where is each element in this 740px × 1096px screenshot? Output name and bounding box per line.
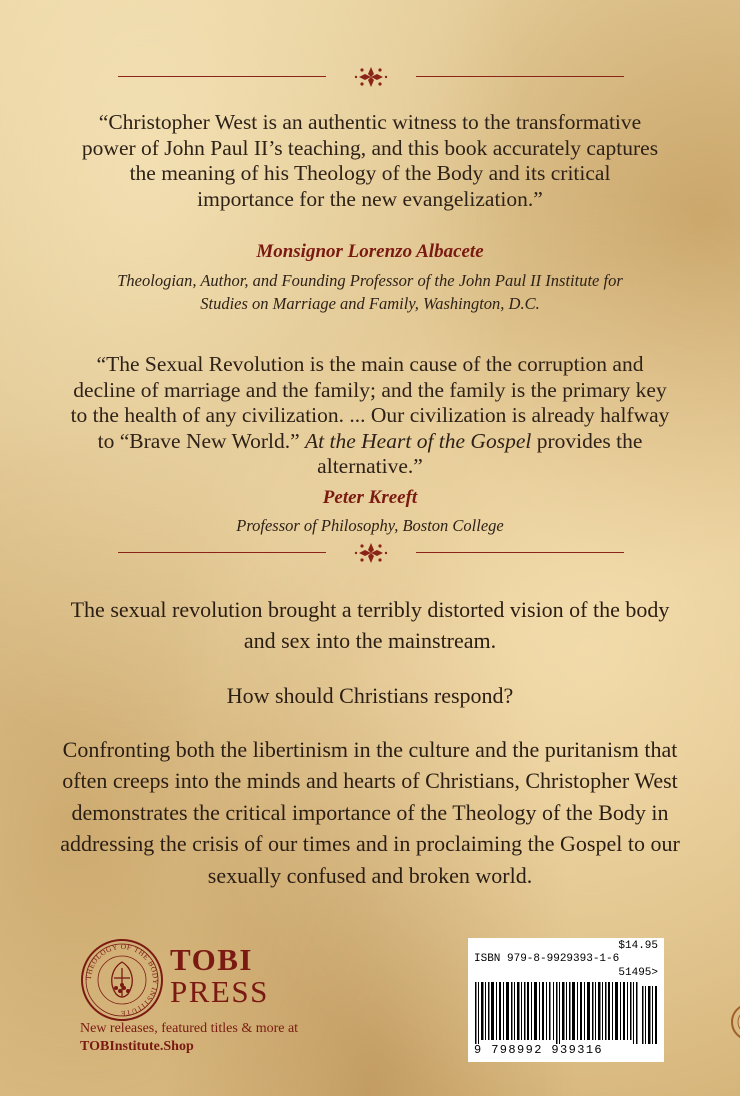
- quote-2-author: Peter Kreeft: [322, 487, 418, 508]
- barcode-addon: 51495>: [618, 967, 658, 979]
- corner-seal-fragment: [728, 1002, 740, 1042]
- divider-line-right: [416, 76, 624, 77]
- publisher-website-link[interactable]: TOBInstitute.Shop: [80, 1039, 194, 1054]
- quote-1-author: Monsignor Lorenzo Albacete: [256, 241, 484, 262]
- barcode-digits: 9 798992 939316: [474, 1043, 604, 1057]
- quote-2-text: [66, 352, 674, 480]
- tobi-seal-logo: [80, 938, 164, 1022]
- seal-arc-text: THEOLOGY OF THE BODY INSTITUTE: [83, 941, 161, 1019]
- barcode-price: $14.95: [618, 940, 658, 952]
- ornament-icon: [353, 65, 389, 89]
- publisher-name-line-2: PRESS: [170, 974, 269, 1009]
- quote-2-author-title: Professor of Philosophy, Boston College: [236, 516, 504, 535]
- divider-line-right: [416, 552, 624, 553]
- barcode-bars: [473, 982, 659, 1044]
- description-paragraph-3: Confronting both the libertinism in the culture and the puritanism that often creeps into the minds and hearts of Christians, Christopher West demonstrates the critical importance of the Theology of the Body in addressing the crisis of our times and in proclaiming the Gospel to our sexually confused and broken world.: [60, 737, 680, 888]
- isbn-barcode: [468, 938, 664, 1062]
- quote-1-text: “Christopher West is an authentic witness to the transformative power of John Paul II’s teaching, and this book accurately captures the meaning of his Theology of the Body and its critical importance for the new evangelization.”: [81, 110, 659, 211]
- quote-1-author-title: Theologian, Author, and Founding Professor of the John Paul II Institute for Studies on Marriage and Family, Washington, D.C.: [117, 271, 623, 313]
- publisher-tagline: New releases, featured titles & more at: [80, 1021, 299, 1036]
- quote-2-text-tail: provides the alternative.”: [317, 428, 643, 478]
- divider-line-left: [118, 552, 326, 553]
- description-paragraph-2: How should Christians respond?: [226, 683, 514, 708]
- quote-2-book-title: At the Heart of the Gospel: [305, 428, 532, 453]
- ornament-icon: [353, 541, 389, 565]
- publisher-name-line-1: TOBI: [170, 942, 253, 977]
- description-paragraph-1: The sexual revolution brought a terribly distorted vision of the body and sex into the mainstream.: [70, 597, 670, 653]
- top-divider: [118, 65, 624, 89]
- barcode-isbn: ISBN 979-8-9929393-1-6: [474, 953, 620, 965]
- quote-2-text-lead: “The Sexual Revolution is the main cause of the corruption and decline of marriage and the family; and the family is the primary key to the health of any civilization. ... Our civilization is already halfway to “Brave New World.”: [70, 352, 670, 453]
- divider-line-left: [118, 76, 326, 77]
- middle-divider: [118, 541, 624, 565]
